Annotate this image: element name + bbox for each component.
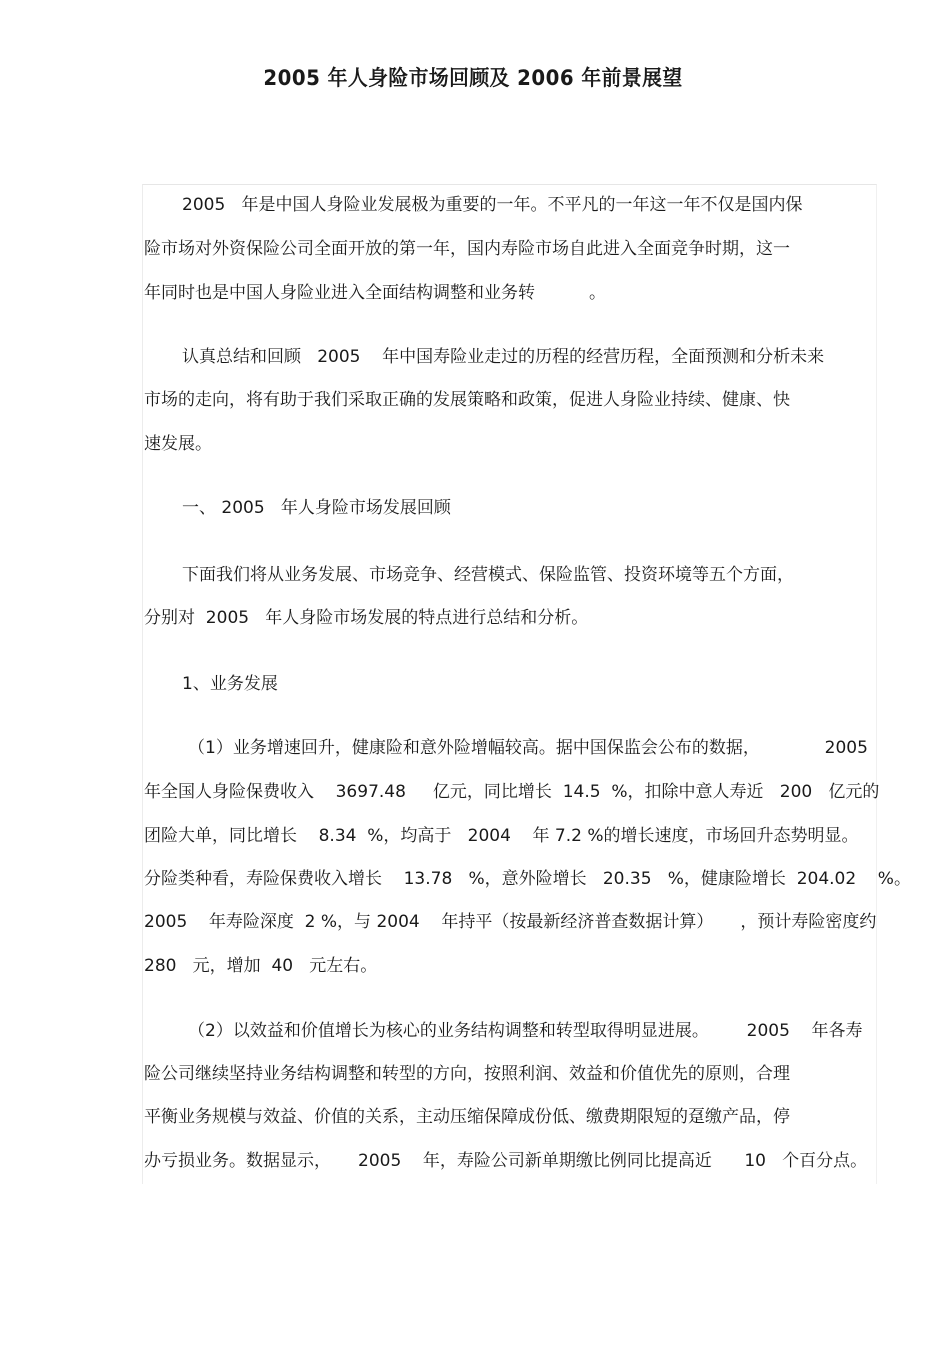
paragraph-4-line-4: 分险类种看，寿险保费收入增长 13.78 %，意外险增长 20.35 %，健康险增长 204.02 %。 bbox=[144, 869, 911, 889]
paragraph-1-line-2: 险市场对外资保险公司全面开放的第一年，国内寿险市场自此进入全面竞争时期，这一 bbox=[144, 239, 790, 259]
paragraph-5-line-3: 平衡业务规模与效益、价值的关系，主动压缩保障成份低、缴费期限短的趸缴产品，停 bbox=[144, 1107, 790, 1127]
paragraph-4-line-1: （1）业务增速回升，健康险和意外险增幅较高。据中国保监会公布的数据， 2005 bbox=[188, 738, 868, 758]
paragraph-4-line-3: 团险大单，同比增长 8.34 %，均高于 2004 年 7.2 %的增长速度，市场回升态势明显。 bbox=[144, 826, 859, 846]
section-heading-1: 一、 2005 年人身险市场发展回顾 bbox=[182, 498, 451, 518]
paragraph-2-line-3: 速发展。 bbox=[144, 434, 212, 454]
paragraph-4-line-2: 年全国人身险保费收入 3697.48 亿元，同比增长 14.5 %，扣除中意人寿近 200 亿元的 bbox=[144, 782, 880, 802]
paragraph-5-line-4: 办亏损业务。数据显示， 2005 年，寿险公司新单期缴比例同比提高近 10 个百分点。 bbox=[144, 1151, 868, 1171]
paragraph-3-line-1: 下面我们将从业务发展、市场竞争、经营模式、保险监管、投资环境等五个方面， bbox=[182, 565, 794, 585]
paragraph-5-line-1: （2）以效益和价值增长为核心的业务结构调整和转型取得明显进展。 2005 年各寿 bbox=[188, 1021, 863, 1041]
paragraph-2-line-1: 认真总结和回顾 2005 年中国寿险业走过的历程的经营历程，全面预测和分析未来 bbox=[182, 347, 825, 367]
paragraph-4-line-5: 2005 年寿险深度 2 %，与 2004 年持平（按最新经济普查数据计算） ，预计寿险密度约 bbox=[144, 912, 877, 932]
paragraph-1-line-3: 年同时也是中国人身险业进入全面结构调整和业务转 。 bbox=[144, 283, 607, 303]
paragraph-4-line-6: 280 元，增加 40 元左右。 bbox=[144, 956, 378, 976]
subsection-heading-1: 1、业务发展 bbox=[182, 674, 278, 694]
paragraph-5-line-2: 险公司继续坚持业务结构调整和转型的方向，按照利润、效益和价值优先的原则，合理 bbox=[144, 1064, 790, 1084]
paragraph-2-line-2: 市场的走向，将有助于我们采取正确的发展策略和政策，促进人身险业持续、健康、快 bbox=[144, 390, 790, 410]
document-title: 2005 年人身险市场回顾及 2006 年前景展望 bbox=[263, 66, 683, 90]
paragraph-3-line-2: 分别对 2005 年人身险市场发展的特点进行总结和分析。 bbox=[144, 608, 589, 628]
paragraph-1-line-1: 2005 年是中国人身险业发展极为重要的一年。不平凡的一年这一年不仅是国内保 bbox=[182, 195, 803, 215]
